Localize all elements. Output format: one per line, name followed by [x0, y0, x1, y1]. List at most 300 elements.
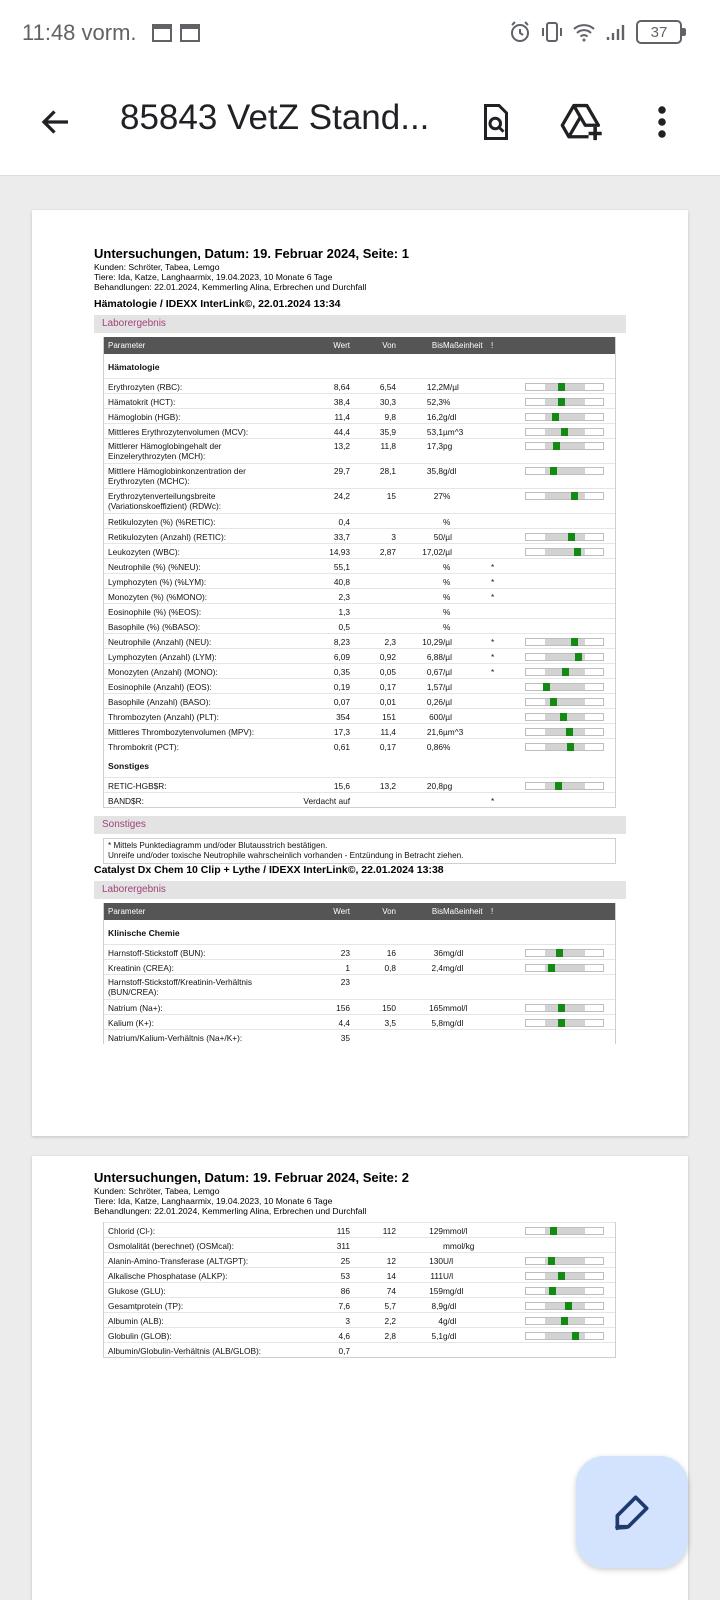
subbar-label: Sonstiges [102, 819, 146, 830]
range-bar-normal-zone [545, 399, 585, 405]
range-bar-marker [574, 548, 581, 556]
value-wert: 23 [340, 948, 350, 958]
value-wert: 4,4 [338, 1018, 350, 1028]
value-wert: 53 [340, 1271, 350, 1281]
range-bar-marker [572, 1332, 579, 1340]
table-row [104, 528, 615, 543]
more-options-button[interactable] [636, 96, 688, 148]
value-von: 11,8 [380, 441, 396, 451]
arrow-left-icon [38, 104, 74, 140]
value-bis: 600 [429, 712, 443, 722]
vibrate-icon [540, 20, 564, 44]
document-title: 85843 VetZ Stand... [120, 98, 430, 137]
range-bar-normal-zone [545, 1273, 585, 1279]
value-bis: 0,67 [426, 667, 443, 677]
range-bar [525, 1287, 604, 1295]
range-bar [525, 1302, 604, 1310]
value-von: 30,3 [379, 397, 396, 407]
value-bis: 10,29 [422, 637, 443, 647]
value-unit: % [443, 517, 451, 527]
table-row [104, 1237, 615, 1252]
range-bar-marker [553, 442, 560, 450]
value-von: 0,01 [379, 697, 396, 707]
value-wert: 0,61 [333, 742, 350, 752]
group-row [104, 753, 615, 777]
back-button[interactable] [30, 96, 82, 148]
value-unit: U/l [443, 1256, 454, 1266]
range-bar [525, 1317, 604, 1325]
battery-level: 37 [650, 23, 668, 41]
value-von: 150 [382, 1003, 396, 1013]
param-name: Erythrozyten (RBC): [108, 382, 183, 392]
range-bar [525, 949, 604, 957]
value-von: 0,92 [379, 652, 396, 662]
range-bar-marker [565, 1302, 572, 1310]
value-unit: g/dl [443, 1316, 457, 1326]
table-row [104, 693, 615, 708]
param-name: Mittlerer Hämoglobingehalt der Einzelerythrozyten (MCH): [108, 441, 222, 461]
value-wert: 354 [336, 712, 350, 722]
value-unit: % [443, 622, 451, 632]
value-unit: % [443, 592, 451, 602]
range-bar [525, 383, 604, 391]
value-wert: 0,5 [338, 622, 350, 632]
range-bar [525, 638, 604, 646]
range-bar-marker [548, 964, 555, 972]
page-header [94, 1170, 409, 1216]
param-name: Natrium/Kalium-Verhältnis (Na+/K+): [108, 1033, 243, 1043]
value-wert: Verdacht auf [303, 796, 350, 806]
value-unit: U/l [443, 1271, 454, 1281]
value-wert: 0,07 [333, 697, 350, 707]
range-bar [525, 1004, 604, 1012]
value-unit: % [443, 491, 451, 501]
results-table-chemie [103, 903, 616, 1044]
value-unit: mmol/kg [443, 1241, 475, 1251]
group-title: Klinische Chemie [108, 928, 180, 938]
value-bis: 5,8 [431, 1018, 443, 1028]
param-name: Globulin (GLOB): [108, 1331, 172, 1341]
value-wert: 38,4 [333, 397, 350, 407]
subbar-laborergebnis [94, 315, 626, 333]
range-bar-normal-zone [545, 384, 585, 390]
group-row [104, 354, 615, 378]
alarm-icon [508, 20, 532, 44]
value-bis: 27 [433, 491, 443, 501]
param-name: Monozyten (%) (%MONO): [108, 592, 208, 602]
range-bar-marker [549, 1287, 556, 1295]
param-name: Harnstoff-Stickstoff/Kreatinin-Verhältnis (BUN/CREA): [108, 977, 253, 997]
note-line: * Mittels Punktediagramm und/oder Blutausstrich bestätigen. [108, 841, 328, 850]
header-wert: Wert [333, 341, 350, 350]
add-to-drive-button[interactable] [556, 96, 608, 148]
value-flag: * [491, 667, 495, 677]
range-bar [525, 782, 604, 790]
value-wert: 6,09 [333, 652, 350, 662]
table-row [104, 648, 615, 663]
param-name: Glukose (GLU): [108, 1286, 166, 1296]
param-name: Kalium (K+): [108, 1018, 154, 1028]
value-wert: 1 [345, 963, 350, 973]
value-von: 12 [386, 1256, 396, 1266]
value-wert: 24,2 [333, 491, 350, 501]
value-wert: 156 [336, 1003, 350, 1013]
param-name: Retikulozyten (%) (%RETIC): [108, 517, 216, 527]
range-bar-marker [555, 782, 562, 790]
range-bar-marker [558, 383, 565, 391]
table-row [104, 1267, 615, 1282]
value-bis: 129 [429, 1226, 443, 1236]
value-unit: g/dl [443, 1301, 457, 1311]
value-unit: /µl [443, 652, 452, 662]
range-bar-normal-zone [545, 1020, 585, 1026]
table-row [104, 738, 615, 753]
group-title: Hämatologie [108, 362, 160, 372]
range-bar [525, 683, 604, 691]
header-wert: Wert [333, 907, 350, 916]
range-bar-normal-zone [545, 783, 585, 789]
table-row [104, 944, 615, 959]
value-wert: 4,6 [338, 1331, 350, 1341]
value-wert: 44,4 [333, 427, 350, 437]
range-bar-normal-zone [545, 639, 585, 645]
value-bis: 159 [429, 1286, 443, 1296]
range-bar [525, 1019, 604, 1027]
value-wert: 33,7 [333, 532, 350, 542]
value-von: 2,3 [384, 637, 396, 647]
value-bis: 17,02 [422, 547, 443, 557]
header-parameter: Parameter [108, 907, 146, 916]
pdf-page-1 [32, 210, 688, 1136]
subbar-label: Laborergebnis [102, 884, 166, 895]
table-header [104, 337, 615, 354]
range-bar [525, 698, 604, 706]
results-table-continued [103, 1222, 616, 1358]
value-unit: mmol/l [443, 1003, 468, 1013]
param-name: Albumin/Globulin-Verhältnis (ALB/GLOB): [108, 1346, 262, 1356]
param-name: Basophile (Anzahl) (BASO): [108, 697, 211, 707]
table-row [104, 663, 615, 678]
value-wert: 2,3 [338, 592, 350, 602]
value-von: 2,87 [379, 547, 396, 557]
value-wert: 311 [336, 1241, 350, 1251]
value-wert: 25 [340, 1256, 350, 1266]
value-wert: 14,93 [329, 547, 350, 557]
value-von: 15 [386, 491, 396, 501]
subbar-sonstiges [94, 816, 626, 834]
param-name: Mittlere Hämoglobinkonzentration der Erythrozyten (MCHC): [108, 466, 246, 486]
table-row [104, 708, 615, 723]
header-flag: ! [491, 341, 494, 350]
value-wert: 0,19 [333, 682, 350, 692]
table-row [104, 463, 615, 488]
range-bar-normal-zone [545, 493, 585, 499]
header-parameter: Parameter [108, 341, 146, 350]
calendar-icon [152, 24, 172, 42]
range-bar-marker [561, 1317, 568, 1325]
value-wert: 1,3 [338, 607, 350, 617]
range-bar-normal-zone [545, 414, 585, 420]
value-wert: 40,8 [333, 577, 350, 587]
edit-fab-button[interactable] [576, 1456, 688, 1568]
table-row [104, 777, 615, 792]
table-row [104, 792, 615, 807]
range-bar-marker [550, 1227, 557, 1235]
value-unit: pg [443, 441, 453, 451]
range-bar [525, 1257, 604, 1265]
value-unit: µm^3 [443, 427, 464, 437]
param-name: BAND$R: [108, 796, 144, 806]
value-bis: 0,26 [426, 697, 443, 707]
animal-line: Tiere: Ida, Katze, Langhaarmix, 19.04.2023, 10 Monate 6 Tage [94, 272, 333, 282]
value-unit: mg/dl [443, 1286, 464, 1296]
value-von: 6,54 [379, 382, 396, 392]
range-bar [525, 743, 604, 751]
range-bar-marker [568, 533, 575, 541]
value-wert: 7,6 [338, 1301, 350, 1311]
value-wert: 0,35 [333, 667, 350, 677]
range-bar [525, 713, 604, 721]
table-row [104, 588, 615, 603]
value-wert: 13,2 [333, 441, 350, 451]
range-bar-normal-zone [545, 950, 585, 956]
value-von: 3 [391, 532, 396, 542]
range-bar [525, 1332, 604, 1340]
header-von: Von [382, 341, 396, 350]
treatment-line: Behandlungen: 22.01.2024, Kemmerling Alina, Erbrechen und Durchfall [94, 282, 367, 292]
range-bar-marker [552, 413, 559, 421]
value-wert: 3 [345, 1316, 350, 1326]
header-unit: Maßeinheit [443, 907, 483, 916]
value-wert: 8,64 [333, 382, 350, 392]
value-von: 16 [386, 948, 396, 958]
value-unit: M/µl [443, 382, 459, 392]
value-von: 2,2 [384, 1316, 396, 1326]
value-von: 28,1 [379, 466, 396, 476]
table-row [104, 378, 615, 393]
range-bar-marker [571, 492, 578, 500]
value-unit: g/dl [443, 412, 457, 422]
table-row [104, 959, 615, 974]
param-name: Mittleres Thrombozytenvolumen (MPV): [108, 727, 255, 737]
value-von: 5,7 [384, 1301, 396, 1311]
range-bar-marker [550, 467, 557, 475]
calendar-icon [180, 24, 200, 42]
value-von: 0,17 [379, 742, 396, 752]
param-name: Hämoglobin (HGB): [108, 412, 181, 422]
notes-box [103, 838, 616, 864]
table-row [104, 558, 615, 573]
param-name: Mittleres Erythrozytenvolumen (MCV): [108, 427, 249, 437]
range-bar [525, 548, 604, 556]
param-name: Harnstoff-Stickstoff (BUN): [108, 948, 206, 958]
value-bis: 0,86 [426, 742, 443, 752]
value-unit: /µl [443, 712, 452, 722]
value-wert: 15,6 [333, 781, 350, 791]
param-name: Basophile (%) (%BASO): [108, 622, 201, 632]
value-unit: % [443, 577, 451, 587]
value-bis: 5,1 [431, 1331, 443, 1341]
param-name: RETIC-HGB$R: [108, 781, 167, 791]
value-von: 13,2 [379, 781, 396, 791]
range-bar [525, 398, 604, 406]
value-unit: % [443, 397, 451, 407]
value-von: 74 [386, 1286, 396, 1296]
param-name: Natrium (Na+): [108, 1003, 163, 1013]
header-bis: Bis [431, 341, 443, 350]
wifi-icon [572, 20, 596, 44]
table-row [104, 393, 615, 408]
param-name: Chlorid (Cl-): [108, 1226, 156, 1236]
range-bar [525, 428, 604, 436]
value-wert: 8,23 [333, 637, 350, 647]
value-von: 3,5 [384, 1018, 396, 1028]
table-row [104, 513, 615, 528]
value-unit: mg/dl [443, 948, 464, 958]
table-row [104, 1342, 615, 1357]
param-name: Alkalische Phosphatase (ALKP): [108, 1271, 228, 1281]
pen-edit-icon [610, 1490, 654, 1534]
value-wert: 86 [340, 1286, 350, 1296]
value-bis: 20,8 [426, 781, 443, 791]
value-wert: 0,4 [338, 517, 350, 527]
table-row [104, 438, 615, 463]
document-search-icon [478, 102, 514, 142]
header-flag: ! [491, 907, 494, 916]
value-unit: /µl [443, 547, 452, 557]
value-wert: 55,1 [333, 562, 350, 572]
param-name: Eosinophile (Anzahl) (EOS): [108, 682, 212, 692]
value-von: 0,8 [384, 963, 396, 973]
table-row [104, 1327, 615, 1342]
table-row [104, 1014, 615, 1029]
value-unit: mg/dl [443, 963, 464, 973]
param-name: Neutrophile (%) (%NEU): [108, 562, 201, 572]
section-title-haematologie: Hämatologie / IDEXX InterLink©, 22.01.2024 13:34 [94, 298, 341, 310]
value-unit: /µl [443, 667, 452, 677]
group-title: Sonstiges [108, 761, 150, 771]
value-von: 0,17 [379, 682, 396, 692]
range-bar-marker [556, 949, 563, 957]
table-row [104, 1282, 615, 1297]
animal-line: Tiere: Ida, Katze, Langhaarmix, 19.04.2023, 10 Monate 6 Tage [94, 1196, 333, 1206]
range-bar-marker [561, 428, 568, 436]
status-time: 11:48 vorm. [22, 20, 137, 45]
value-wert: 29,7 [333, 466, 350, 476]
range-bar [525, 653, 604, 661]
range-bar-normal-zone [545, 1005, 585, 1011]
table-row [104, 1312, 615, 1327]
table-row [104, 618, 615, 633]
value-von: 0,05 [379, 667, 396, 677]
value-von: 9,8 [384, 412, 396, 422]
param-name: Retikulozyten (Anzahl) (RETIC): [108, 532, 227, 542]
value-bis: 52,3 [426, 397, 443, 407]
range-bar [525, 1272, 604, 1280]
range-bar-marker [562, 668, 569, 676]
value-bis: 53,1 [426, 427, 443, 437]
range-bar [525, 413, 604, 421]
customer-line: Kunden: Schröter, Tabea, Lemgo [94, 262, 220, 272]
value-von: 14 [386, 1271, 396, 1281]
page-title: Untersuchungen, Datum: 19. Februar 2024, Seite: 1 [94, 246, 409, 261]
value-bis: 16,2 [426, 412, 443, 422]
range-bar-normal-zone [545, 534, 585, 540]
range-bar-marker [543, 683, 550, 691]
value-bis: 35,8 [426, 466, 443, 476]
value-wert: 35 [340, 1033, 350, 1043]
param-name: Neutrophile (Anzahl) (NEU): [108, 637, 212, 647]
value-flag: * [491, 562, 495, 572]
value-unit: /µl [443, 532, 452, 542]
value-unit: g/dl [443, 1331, 457, 1341]
table-row [104, 573, 615, 588]
value-bis: 1,57 [426, 682, 443, 692]
find-in-document-button[interactable] [470, 96, 522, 148]
note-line: Unreife und/oder toxische Neutrophile wahrscheinlich vorhanden - Entzündung in Betracht ziehen. [108, 851, 464, 860]
range-bar [525, 492, 604, 500]
table-header [104, 903, 615, 920]
value-unit: /µl [443, 637, 452, 647]
status-bar [0, 0, 720, 66]
value-wert: 0,7 [338, 1346, 350, 1356]
table-row [104, 633, 615, 648]
value-unit: % [443, 742, 451, 752]
param-name: Thrombozyten (Anzahl) (PLT): [108, 712, 219, 722]
table-row [104, 723, 615, 738]
range-bar [525, 442, 604, 450]
value-wert: 115 [336, 1226, 350, 1236]
range-bar-marker [571, 638, 578, 646]
battery-icon [636, 20, 682, 44]
param-name: Eosinophile (%) (%EOS): [108, 607, 202, 617]
value-bis: 6,88 [426, 652, 443, 662]
range-bar-marker [566, 728, 573, 736]
param-name: Erythrozytenverteilungsbreite (Variationskoeffizient) (RDWc): [108, 491, 222, 511]
value-unit: /µl [443, 697, 452, 707]
range-bar [525, 964, 604, 972]
value-unit: µm^3 [443, 727, 464, 737]
results-table-haematologie [103, 337, 616, 808]
table-row [104, 999, 615, 1014]
table-row [104, 423, 615, 438]
value-flag: * [491, 637, 495, 647]
more-vert-icon [656, 104, 668, 140]
value-von: 112 [382, 1226, 396, 1236]
table-row [104, 603, 615, 618]
value-von: 2,8 [384, 1331, 396, 1341]
range-bar-marker [558, 1272, 565, 1280]
value-wert: 17,3 [333, 727, 350, 737]
subbar-laborergebnis [94, 881, 626, 899]
header-unit: Maßeinheit [443, 341, 483, 350]
param-name: Kreatinin (CREA): [108, 963, 174, 973]
value-bis: 17,3 [426, 441, 443, 451]
range-bar-marker [560, 713, 567, 721]
table-row [104, 1297, 615, 1312]
drive-add-icon [559, 102, 605, 142]
range-bar-marker [558, 1004, 565, 1012]
param-name: Alanin-Amino-Transferase (ALT/GPT): [108, 1256, 249, 1266]
value-bis: 50 [433, 532, 443, 542]
value-unit: /µl [443, 682, 452, 692]
range-bar-marker [575, 653, 582, 661]
range-bar-normal-zone [545, 744, 585, 750]
value-bis: 4 [438, 1316, 443, 1326]
value-flag: * [491, 796, 495, 806]
param-name: Thrombokrit (PCT): [108, 742, 179, 752]
table-row [104, 678, 615, 693]
